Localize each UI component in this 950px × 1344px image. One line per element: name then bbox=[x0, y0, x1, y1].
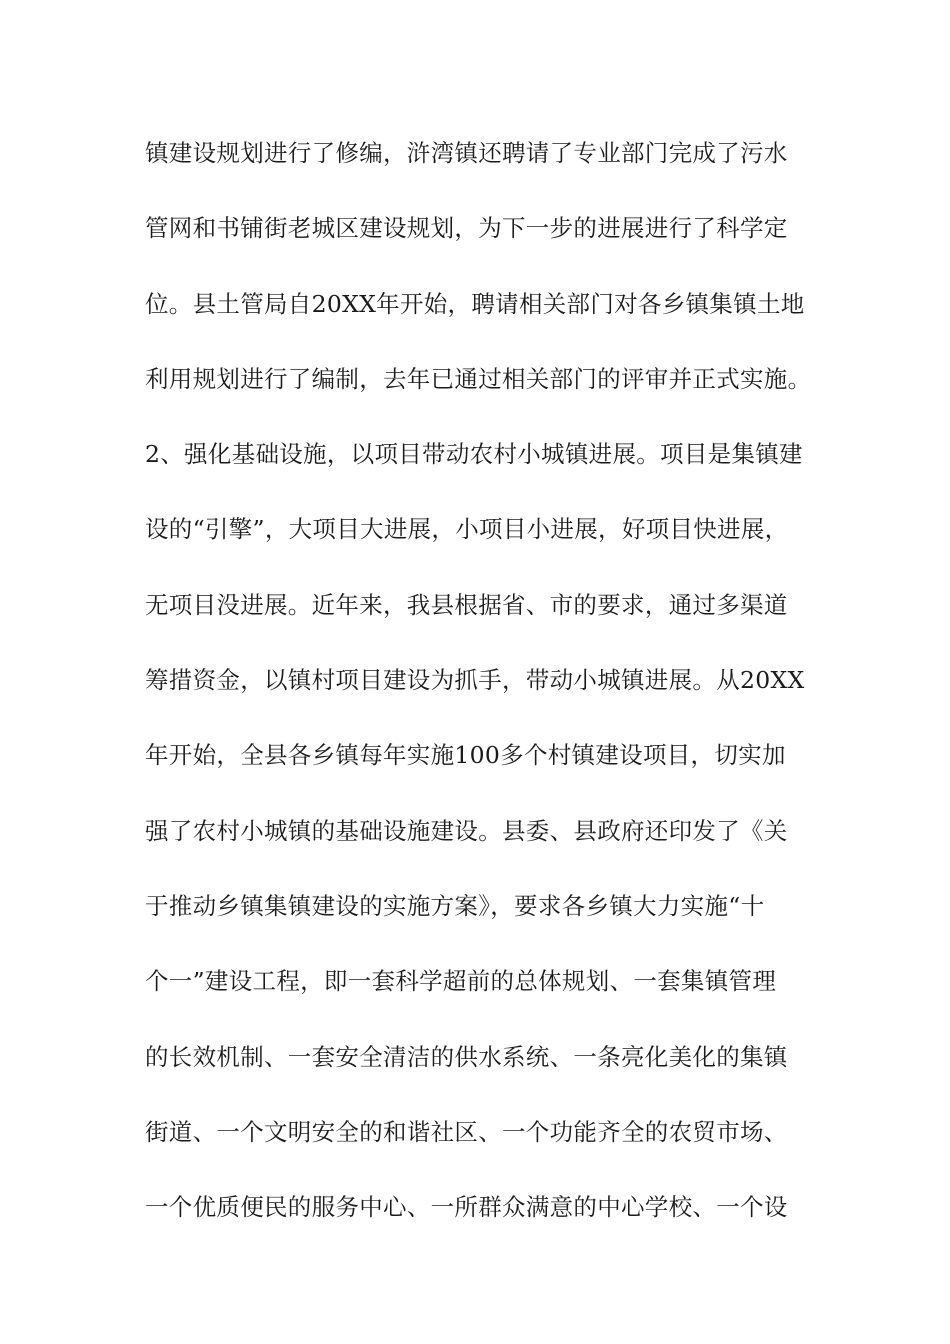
text-line: 的长效机制、一套安全清洁的供水系统、一条亮化美化的集镇 bbox=[145, 1042, 788, 1071]
text-line: 年开始，全县各乡镇每年实施100多个村镇建设项目，切实加 bbox=[145, 741, 786, 770]
text-line: 利用规划进行了编制，去年已通过相关部门的评审并正式实施。 bbox=[145, 364, 812, 393]
text-line: 2、强化基础设施，以项目带动农村小城镇进展。项目是集镇建 bbox=[145, 440, 803, 469]
text-line: 镇建设规划进行了修编，浒湾镇还聘请了专业部门完成了污水 bbox=[145, 139, 788, 167]
text-line: 一个优质便民的服务中心、一所群众满意的中心学校、一个设 bbox=[145, 1193, 788, 1222]
text-line: 无项目没进展。近年来，我县根据省、市的要求，通过多渠道 bbox=[145, 590, 788, 619]
text-line: 强了农村小城镇的基础设施建设。县委、县政府还印发了《关 bbox=[145, 816, 788, 845]
text-line: 于推动乡镇集镇建设的实施方案》，要求各乡镇大力实施“十 bbox=[145, 891, 765, 920]
text-line: 位。县土管局自20XX年开始，聘请相关部门对各乡镇集镇土地 bbox=[145, 289, 805, 318]
text-line: 设的“引擎”，大项目大进展，小项目小进展，好项目快进展， bbox=[145, 515, 789, 544]
text-line: 街道、一个文明安全的和谐社区、一个功能齐全的农贸市场、 bbox=[145, 1117, 788, 1146]
text-line: 筹措资金，以镇村项目建设为抓手，带动小城镇进展。从20XX bbox=[145, 666, 805, 695]
text-line: 管网和书铺街老城区建设规划，为下一步的进展进行了科学定 bbox=[145, 214, 788, 243]
text-line: 个一”建设工程，即一套科学超前的总体规划、一套集镇管理 bbox=[145, 967, 777, 996]
body-text bbox=[145, 131, 835, 1260]
